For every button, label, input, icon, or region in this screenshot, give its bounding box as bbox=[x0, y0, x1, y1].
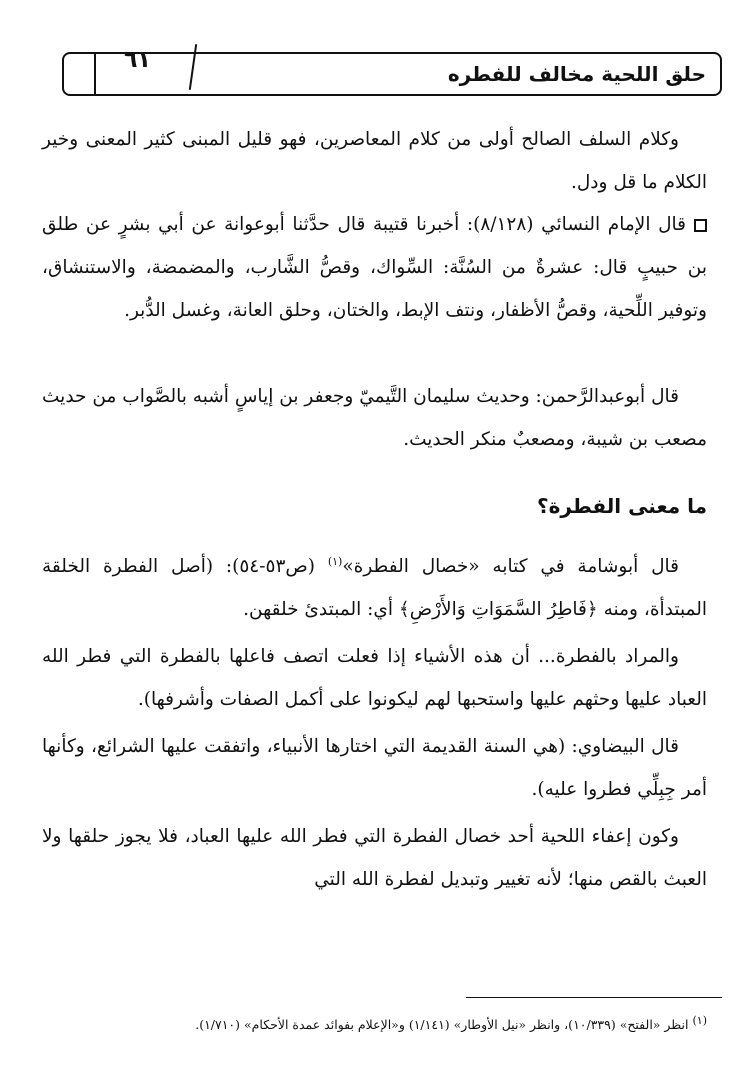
paragraph-3: قال أبوعبدالرَّحمن: وحديث سليمان التَّيميّ وجعفر بن إياسٍ أشبه بالصَّواب من حديث مصعب بن شيبة، ومصعبٌ منكر الحديث. bbox=[42, 386, 707, 450]
page-number: ٦١ bbox=[124, 48, 151, 73]
commentary-text bbox=[42, 375, 707, 461]
hadith-text bbox=[42, 203, 707, 332]
footnote-divider bbox=[466, 997, 722, 998]
section-paragraph-4: وكون إعفاء اللحية أحد خصال الفطرة التي فطر الله عليها العباد، فلا يجوز حلقها ولا العبث بالقص منها؛ لأنه تغيير وتبديل لفطرة الله التي bbox=[42, 826, 707, 891]
paragraph-2-text: قال الإمام النسائي (٨/١٢٨): أخبرنا قتيبة قال حدَّثنا أبوعوانة عن أبي بشرٍ عن طلق بن حبيبٍ قال: عشرةٌ من السُنَّة: السِّواك، وقصُّ الشَّارب، والمضمضة، والاستنشاق، وتوفير اللِّحية، وقصُّ الأظفار، ونتف الإبط، والختان، وحلق العانة، وغسل الدُّبر. bbox=[42, 214, 707, 321]
square-bullet-icon bbox=[694, 219, 707, 232]
header-title: حلق اللحية مخالف للفطره bbox=[447, 62, 706, 86]
footnote bbox=[27, 1011, 707, 1035]
running-header bbox=[62, 48, 722, 96]
paragraph-1: وكلام السلف الصالح أولى من كلام المعاصرين، فهو قليل المبنى كثير المعنى وخير الكلام ما قل ودل. bbox=[42, 129, 707, 193]
section-paragraph-1-b: (ص٥٣-٥٤): (أصل الفطرة الخلقة المبتدأة، ومنه ﴿فَاطِرُ السَّمَوَاتِ وَالأَرْضِ﴾ أي: المبتدئ خلقهن. bbox=[42, 556, 707, 621]
section-paragraph-1-a: قال أبوشامة في كتابه «خصال الفطرة» bbox=[342, 556, 680, 578]
page-number-frame bbox=[94, 44, 224, 94]
footnote-ref: (١) bbox=[327, 555, 343, 568]
section-body bbox=[42, 540, 707, 901]
paragraph-2 bbox=[42, 203, 707, 332]
footnote-text: انظر «الفتح» (١٠/٣٣٩)، وانظر «نيل الأوطار» (١/١٤١) و«الإعلام بفوائد عمدة الأحكام» (١/٧١٠). bbox=[195, 1017, 693, 1033]
section-paragraph-2: والمراد بالفطرة... أن هذه الأشياء إذا فعلت اتصف فاعلها بالفطرة التي فطر الله العباد عليها وحثهم عليها واستحبها لهم ليكونوا على أكمل الصفات وأشرفها). bbox=[42, 646, 707, 711]
section-heading: ما معنى الفطرة؟ bbox=[537, 494, 707, 518]
footnote-marker: (١) bbox=[692, 1014, 707, 1027]
intro-text bbox=[42, 118, 707, 204]
section-paragraph-3: قال البيضاوي: (هي السنة القديمة التي اختارها الأنبياء، واتفقت عليها الشرائع، وكأنها أمر جِبِلِّي فطروا عليه). bbox=[42, 736, 707, 801]
section-paragraph-1 bbox=[42, 540, 707, 631]
